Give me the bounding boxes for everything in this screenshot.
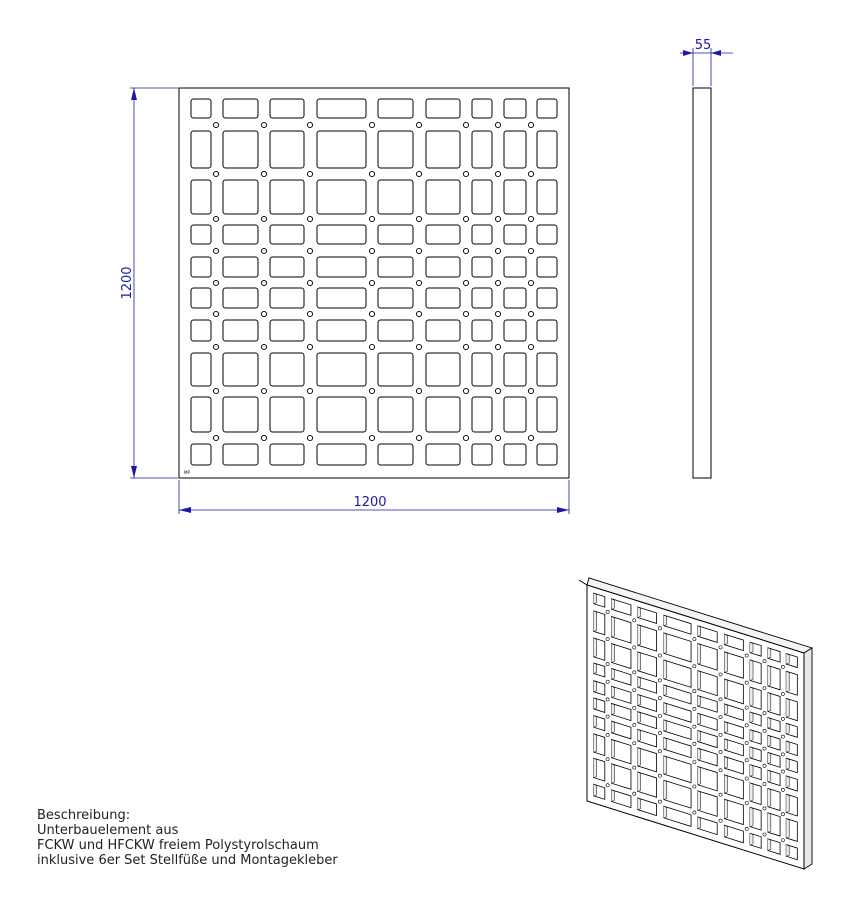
iso-hole-r0-c1	[633, 619, 636, 622]
description-line-2: FCKW und HFCKW freiem Polystyrolschaum	[37, 838, 319, 853]
opening-r1-c5	[426, 131, 460, 168]
iso-hole-r7-c0	[606, 758, 609, 761]
height-label: 1200	[120, 266, 135, 300]
opening-r8-c3	[317, 397, 366, 432]
opening-r4-c3	[317, 257, 366, 277]
iso-hole-r2-c3	[693, 690, 696, 693]
hole-r2-c0	[213, 216, 218, 221]
opening-r1-c2	[270, 131, 304, 168]
iso-hole-r6-c2	[658, 750, 661, 753]
opening-r5-c7	[504, 288, 526, 308]
hole-r4-c6	[495, 280, 500, 285]
hole-r4-c5	[463, 280, 468, 285]
iso-hole-r4-c2	[658, 714, 661, 717]
hole-r7-c6	[495, 388, 500, 393]
iso-hole-r6-c7	[781, 788, 784, 791]
hole-r2-c6	[495, 216, 500, 221]
thickness-label: 55	[694, 38, 712, 53]
hole-r7-c5	[463, 388, 468, 393]
hole-r3-c6	[495, 248, 500, 253]
opening-r7-c0	[191, 353, 211, 386]
hole-r7-c2	[307, 388, 312, 393]
opening-r5-c0	[191, 288, 211, 308]
hole-r8-c5	[463, 435, 468, 440]
opening-r2-c4	[378, 180, 413, 214]
iso-hole-r1-c3	[693, 665, 696, 668]
opening-r9-c0	[191, 444, 211, 465]
opening-r3-c5	[426, 225, 460, 244]
opening-r1-c3	[317, 131, 366, 168]
hole-r1-c5	[463, 171, 468, 176]
opening-r1-c8	[537, 131, 557, 168]
opening-r1-c6	[472, 131, 492, 168]
iso-hole-r0-c2	[658, 627, 661, 630]
hole-r2-c3	[369, 216, 374, 221]
iso-hole-r0-c6	[763, 660, 766, 663]
opening-r9-c8	[537, 444, 557, 465]
opening-r1-c0	[191, 131, 211, 168]
iso-hole-r4-c5	[745, 741, 748, 744]
iso-hole-r3-c1	[633, 688, 636, 691]
hole-r8-c4	[416, 435, 421, 440]
hole-r0-c7	[528, 122, 533, 127]
hole-r1-c4	[416, 171, 421, 176]
opening-r3-c4	[378, 225, 413, 244]
iso-hole-r8-c7	[781, 839, 784, 842]
description-heading: Beschreibung:	[37, 808, 131, 823]
opening-r1-c1	[223, 131, 258, 168]
description-block	[37, 808, 338, 868]
opening-r5-c4	[378, 288, 413, 308]
opening-r3-c2	[270, 225, 304, 244]
iso-hole-r1-c2	[658, 654, 661, 657]
opening-r7-c4	[378, 353, 413, 386]
opening-r9-c2	[270, 444, 304, 465]
hole-r4-c7	[528, 280, 533, 285]
iso-hole-r4-c6	[763, 747, 766, 750]
opening-r0-c0	[191, 99, 211, 118]
hole-r3-c0	[213, 248, 218, 253]
iso-hole-r4-c0	[606, 698, 609, 701]
iso-hole-r7-c7	[781, 813, 784, 816]
opening-r4-c0	[191, 257, 211, 277]
opening-r2-c3	[317, 180, 366, 214]
hole-r8-c3	[369, 435, 374, 440]
iso-hole-r5-c5	[745, 759, 748, 762]
hole-r1-c0	[213, 171, 218, 176]
opening-r4-c7	[504, 257, 526, 277]
opening-r1-c7	[504, 131, 526, 168]
iso-hole-r5-c2	[658, 731, 661, 734]
opening-r9-c5	[426, 444, 460, 465]
iso-side-edge	[804, 648, 812, 869]
opening-r7-c3	[317, 353, 366, 386]
iso-hole-r1-c1	[633, 646, 636, 649]
width-dimension	[179, 480, 569, 514]
iso-hole-r8-c1	[633, 792, 636, 795]
hole-r7-c4	[416, 388, 421, 393]
iso-hole-r6-c5	[745, 777, 748, 780]
iso-hole-r7-c3	[693, 785, 696, 788]
iso-hole-r0-c0	[606, 610, 609, 613]
iso-hole-r1-c7	[781, 692, 784, 695]
hole-r6-c5	[463, 344, 468, 349]
opening-r3-c1	[223, 225, 258, 244]
hole-r7-c7	[528, 388, 533, 393]
height-dimension	[120, 88, 178, 478]
iso-hole-r2-c2	[658, 679, 661, 682]
opening-r5-c5	[426, 288, 460, 308]
opening-r8-c0	[191, 397, 211, 432]
hole-r0-c4	[416, 122, 421, 127]
hole-r1-c6	[495, 171, 500, 176]
hole-r4-c1	[261, 280, 266, 285]
hole-r5-c1	[261, 311, 266, 316]
side-profile	[693, 88, 711, 478]
opening-r9-c1	[223, 444, 258, 465]
opening-r0-c6	[472, 99, 492, 118]
hole-r2-c7	[528, 216, 533, 221]
iso-hole-r5-c7	[781, 770, 784, 773]
opening-r6-c6	[472, 320, 492, 341]
hole-r4-c3	[369, 280, 374, 285]
hole-r8-c7	[528, 435, 533, 440]
hole-r2-c4	[416, 216, 421, 221]
hole-r4-c4	[416, 280, 421, 285]
hole-r0-c1	[261, 122, 266, 127]
opening-r5-c1	[223, 288, 258, 308]
opening-r4-c6	[472, 257, 492, 277]
opening-r7-c5	[426, 353, 460, 386]
hole-r5-c5	[463, 311, 468, 316]
hole-r8-c0	[213, 435, 218, 440]
hole-r8-c6	[495, 435, 500, 440]
opening-r3-c3	[317, 225, 366, 244]
iso-hole-r7-c2	[658, 774, 661, 777]
hole-r3-c3	[369, 248, 374, 253]
opening-r2-c1	[223, 180, 258, 214]
opening-r0-c2	[270, 99, 304, 118]
iso-hole-r5-c0	[606, 715, 609, 718]
iso-hole-r4-c4	[719, 733, 722, 736]
hole-r4-c2	[307, 280, 312, 285]
opening-r0-c8	[537, 99, 557, 118]
hole-r4-c0	[213, 280, 218, 285]
opening-r6-c4	[378, 320, 413, 341]
iso-hole-r5-c4	[719, 750, 722, 753]
hole-r5-c7	[528, 311, 533, 316]
opening-r4-c2	[270, 257, 304, 277]
iso-hole-r2-c5	[745, 706, 748, 709]
iso-hole-r2-c4	[719, 698, 722, 701]
opening-r0-c5	[426, 99, 460, 118]
hole-r1-c3	[369, 171, 374, 176]
hole-r0-c6	[495, 122, 500, 127]
opening-r6-c8	[537, 320, 557, 341]
iso-hole-r2-c7	[781, 717, 784, 720]
opening-r6-c2	[270, 320, 304, 341]
iso-hole-r6-c6	[763, 782, 766, 785]
opening-r6-c7	[504, 320, 526, 341]
iso-hole-r1-c5	[745, 681, 748, 684]
opening-r6-c0	[191, 320, 211, 341]
iso-hole-r3-c7	[781, 735, 784, 738]
front-view	[179, 88, 569, 478]
opening-r8-c1	[223, 397, 258, 432]
opening-r7-c8	[537, 353, 557, 386]
hole-r6-c1	[261, 344, 266, 349]
opening-r5-c6	[472, 288, 492, 308]
iso-hole-r6-c1	[633, 742, 636, 745]
opening-r5-c3	[317, 288, 366, 308]
hole-r5-c2	[307, 311, 312, 316]
iso-hole-r4-c3	[693, 725, 696, 728]
hole-r1-c1	[261, 171, 266, 176]
opening-r9-c4	[378, 444, 413, 465]
iso-hole-r7-c1	[633, 766, 636, 769]
opening-r8-c2	[270, 397, 304, 432]
opening-r7-c2	[270, 353, 304, 386]
hole-r6-c7	[528, 344, 533, 349]
opening-r5-c8	[537, 288, 557, 308]
iso-hole-r8-c6	[763, 833, 766, 836]
hole-r6-c2	[307, 344, 312, 349]
iso-hole-r4-c1	[633, 706, 636, 709]
side-view	[680, 38, 733, 478]
opening-r6-c5	[426, 320, 460, 341]
iso-hole-r3-c6	[763, 729, 766, 732]
iso-hole-r3-c3	[693, 707, 696, 710]
hole-r2-c1	[261, 216, 266, 221]
iso-hole-r4-c7	[781, 753, 784, 756]
opening-r7-c7	[504, 353, 526, 386]
opening-r4-c8	[537, 257, 557, 277]
iso-hole-r0-c5	[745, 654, 748, 657]
description-line-3: inklusive 6er Set Stellfüße und Montagekleber	[37, 853, 338, 868]
opening-r0-c1	[223, 99, 258, 118]
iso-hole-r8-c5	[745, 827, 748, 830]
hole-r6-c3	[369, 344, 374, 349]
opening-r7-c6	[472, 353, 492, 386]
opening-r4-c4	[378, 257, 413, 277]
opening-r3-c0	[191, 225, 211, 244]
hole-r5-c3	[369, 311, 374, 316]
hole-r1-c7	[528, 171, 533, 176]
hole-r3-c2	[307, 248, 312, 253]
opening-r2-c2	[270, 180, 304, 214]
iso-hole-r5-c6	[763, 764, 766, 767]
hole-r6-c4	[416, 344, 421, 349]
width-label: 1200	[353, 495, 387, 510]
opening-r8-c7	[504, 397, 526, 432]
iso-hole-r6-c0	[606, 733, 609, 736]
iso-hole-r0-c3	[693, 638, 696, 641]
opening-r8-c6	[472, 397, 492, 432]
description-line-1: Unterbauelement aus	[37, 823, 179, 838]
hole-r3-c1	[261, 248, 266, 253]
iso-hole-r3-c2	[658, 697, 661, 700]
hole-r0-c0	[213, 122, 218, 127]
hole-r2-c5	[463, 216, 468, 221]
opening-r2-c6	[472, 180, 492, 214]
opening-r9-c7	[504, 444, 526, 465]
opening-r8-c8	[537, 397, 557, 432]
hole-r0-c2	[307, 122, 312, 127]
iso-hole-r8-c4	[719, 819, 722, 822]
iso-hole-r1-c4	[719, 673, 722, 676]
iso-hole-r7-c6	[763, 807, 766, 810]
opening-r6-c1	[223, 320, 258, 341]
logo-mark: MP	[184, 470, 190, 475]
opening-r3-c8	[537, 225, 557, 244]
iso-hole-r7-c4	[719, 793, 722, 796]
hole-r0-c3	[369, 122, 374, 127]
iso-hole-r3-c5	[745, 724, 748, 727]
hole-r6-c6	[495, 344, 500, 349]
opening-r2-c5	[426, 180, 460, 214]
opening-r8-c4	[378, 397, 413, 432]
hole-r8-c2	[307, 435, 312, 440]
opening-r1-c4	[378, 131, 413, 168]
iso-hole-r8-c3	[693, 811, 696, 814]
hole-r5-c4	[416, 311, 421, 316]
iso-hole-r3-c0	[606, 680, 609, 683]
iso-hole-r3-c4	[719, 716, 722, 719]
iso-hole-r0-c7	[781, 665, 784, 668]
opening-r2-c7	[504, 180, 526, 214]
opening-r2-c0	[191, 180, 211, 214]
iso-hole-r8-c0	[606, 784, 609, 787]
hole-r2-c2	[307, 216, 312, 221]
iso-hole-r2-c1	[633, 671, 636, 674]
opening-r4-c5	[426, 257, 460, 277]
iso-hole-r8-c2	[658, 800, 661, 803]
hole-r5-c6	[495, 311, 500, 316]
hole-r1-c2	[307, 171, 312, 176]
iso-hole-r1-c0	[606, 637, 609, 640]
hole-r7-c0	[213, 388, 218, 393]
hole-r7-c3	[369, 388, 374, 393]
isometric-view	[579, 578, 812, 869]
hole-r5-c0	[213, 311, 218, 316]
iso-hole-r0-c4	[719, 646, 722, 649]
opening-r6-c3	[317, 320, 366, 341]
opening-r7-c1	[223, 353, 258, 386]
opening-r3-c6	[472, 225, 492, 244]
hole-r3-c4	[416, 248, 421, 253]
iso-hole-r5-c1	[633, 723, 636, 726]
opening-r2-c8	[537, 180, 557, 214]
opening-r9-c3	[317, 444, 366, 465]
opening-r0-c7	[504, 99, 526, 118]
opening-r0-c3	[317, 99, 366, 118]
hole-r0-c5	[463, 122, 468, 127]
hole-r8-c1	[261, 435, 266, 440]
iso-hole-r6-c3	[693, 760, 696, 763]
iso-hole-r7-c5	[745, 801, 748, 804]
opening-r4-c1	[223, 257, 258, 277]
hole-r7-c1	[261, 388, 266, 393]
iso-hole-r1-c6	[763, 687, 766, 690]
iso-hole-r2-c6	[763, 712, 766, 715]
opening-r8-c5	[426, 397, 460, 432]
opening-r5-c2	[270, 288, 304, 308]
hole-r3-c5	[463, 248, 468, 253]
opening-r9-c6	[472, 444, 492, 465]
iso-hole-r2-c0	[606, 662, 609, 665]
hole-r3-c7	[528, 248, 533, 253]
iso-hole-r5-c3	[693, 742, 696, 745]
hole-r6-c0	[213, 344, 218, 349]
opening-r0-c4	[378, 99, 413, 118]
opening-r3-c7	[504, 225, 526, 244]
iso-hole-r6-c4	[719, 769, 722, 772]
